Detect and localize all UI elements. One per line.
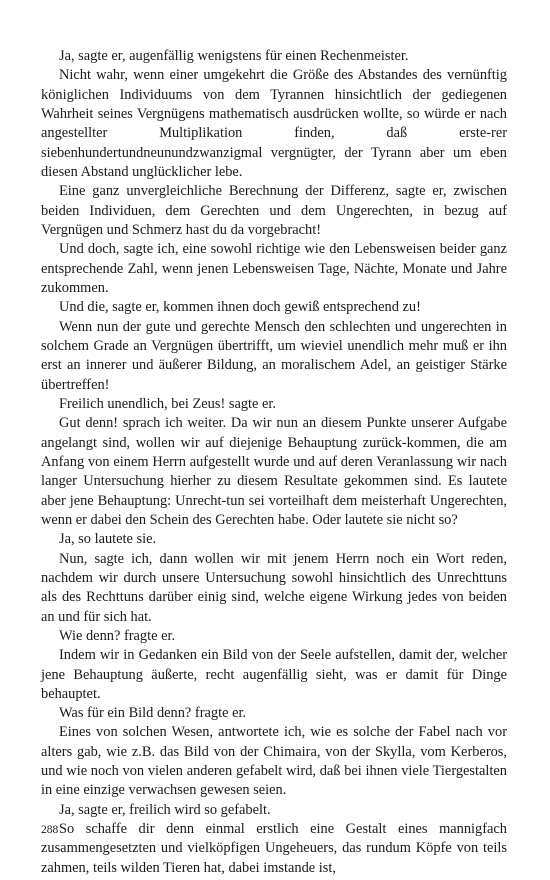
paragraph: Eines von solchen Wesen, antwortete ich, wie es solche der Fabel nach vor alters gab, wie z.B. das Bild von der Chimaira, von der Skylla, vom Kerberos, und wie noch von vielen anderen gefabelt wird, daß bei ihnen viele Tiergestalten in eine einzige verwachsen gewesen seien. [41, 724, 507, 799]
paragraph: Freilich unendlich, bei Zeus! sagte er. [59, 395, 276, 412]
paragraph: Nun, sagte ich, dann wollen wir mit jenem Herrn noch ein Wort reden, nachdem wir durch unsere Untersuchung sowohl hinsichtlich des Unrechttuns als des Rechttuns darüber einig sind, welche eigene Wirkung jedes von beiden an und für sich hat. [41, 550, 507, 625]
paragraph: Und die, sagte er, kommen ihnen doch gewiß entsprechend zu! [59, 299, 421, 316]
paragraph: Wie denn? fragte er. [59, 627, 176, 644]
paragraph: Ja, so lautete sie. [59, 531, 157, 548]
paragraph: So schaffe dir denn einmal erstlich eine Gestalt eines mannigfach zusammengesetzten und vielköpfigen Ungeheuers, das rundum Köpfe von teils zahmen, teils wilden Tieren hat, dabei imstande ist, [41, 821, 507, 876]
paragraph: Was für ein Bild denn? fragte er. [59, 705, 247, 722]
paragraph: Ja, sagte er, augenfällig wenigstens für einen Rechenmeister. [59, 48, 409, 64]
body-text [41, 47, 507, 878]
paragraph: Gut denn! sprach ich weiter. Da wir nun an diesem Punkte unserer Aufgabe angelangt sind, wollen wir auf diejenige Behauptung zurück-kommen, die am Anfang von einem Herrn aufgestellt wurde und auf deren Veranlassung wir nach langer Untersuchung hierher zu diesem Resultate gekommen sind. Es lautete aber jene Behauptung: Unrecht-tun sei vorteilhaft dem meisterhaft Ungerechten, wenn er dabei den Schein des Gerechten habe. Oder lautete sie nicht so? [41, 415, 507, 528]
paragraph: Wenn nun der gute und gerechte Mensch den schlechten und ungerechten in solchem Grade an Vergnügen übertrifft, um wieviel unendlich mehr muß er ihn erst an innerer und äußerer Bildung, an moralischem Adel, an geistiger Stärke übertreffen! [41, 318, 507, 393]
page-number: 288 [41, 824, 59, 836]
paragraph: Eine ganz unvergleichliche Berechnung der Differenz, sagte er, zwischen beiden Individuen, dem Gerechten und dem Ungerechten, in bezug auf Vergnügen und Schmerz hast du da vorgebracht! [41, 183, 507, 238]
paragraph: Ja, sagte er, freilich wird so gefabelt. [59, 801, 271, 818]
paragraph: Und doch, sagte ich, eine sowohl richtige wie den Lebensweisen beider ganz entsprechende Zahl, wenn jenen Lebensweisen Tage, Nächte, Monate und Jahre zukommen. [41, 241, 507, 296]
paragraph: Nicht wahr, wenn einer umgekehrt die Größe des Abstandes des vernünftig königlichen Individuums von dem Tyrannen hinsichtlich der gediegenen Wahrheit seines Vergnügens mathematisch ausdrücken wollte, so würde er nach angestellter Multiplikation finden, daß erste-rer siebenhundertundneunundzwanzigmal vergnügter, der Tyrann aber um eben diesen Abstand unglücklicher lebe. [41, 67, 507, 180]
paragraph: Indem wir in Gedanken ein Bild von der Seele aufstellen, damit der, welcher jene Behauptung äußerte, recht augenfällig sieht, was er damit für Dinge behauptet. [41, 647, 507, 702]
